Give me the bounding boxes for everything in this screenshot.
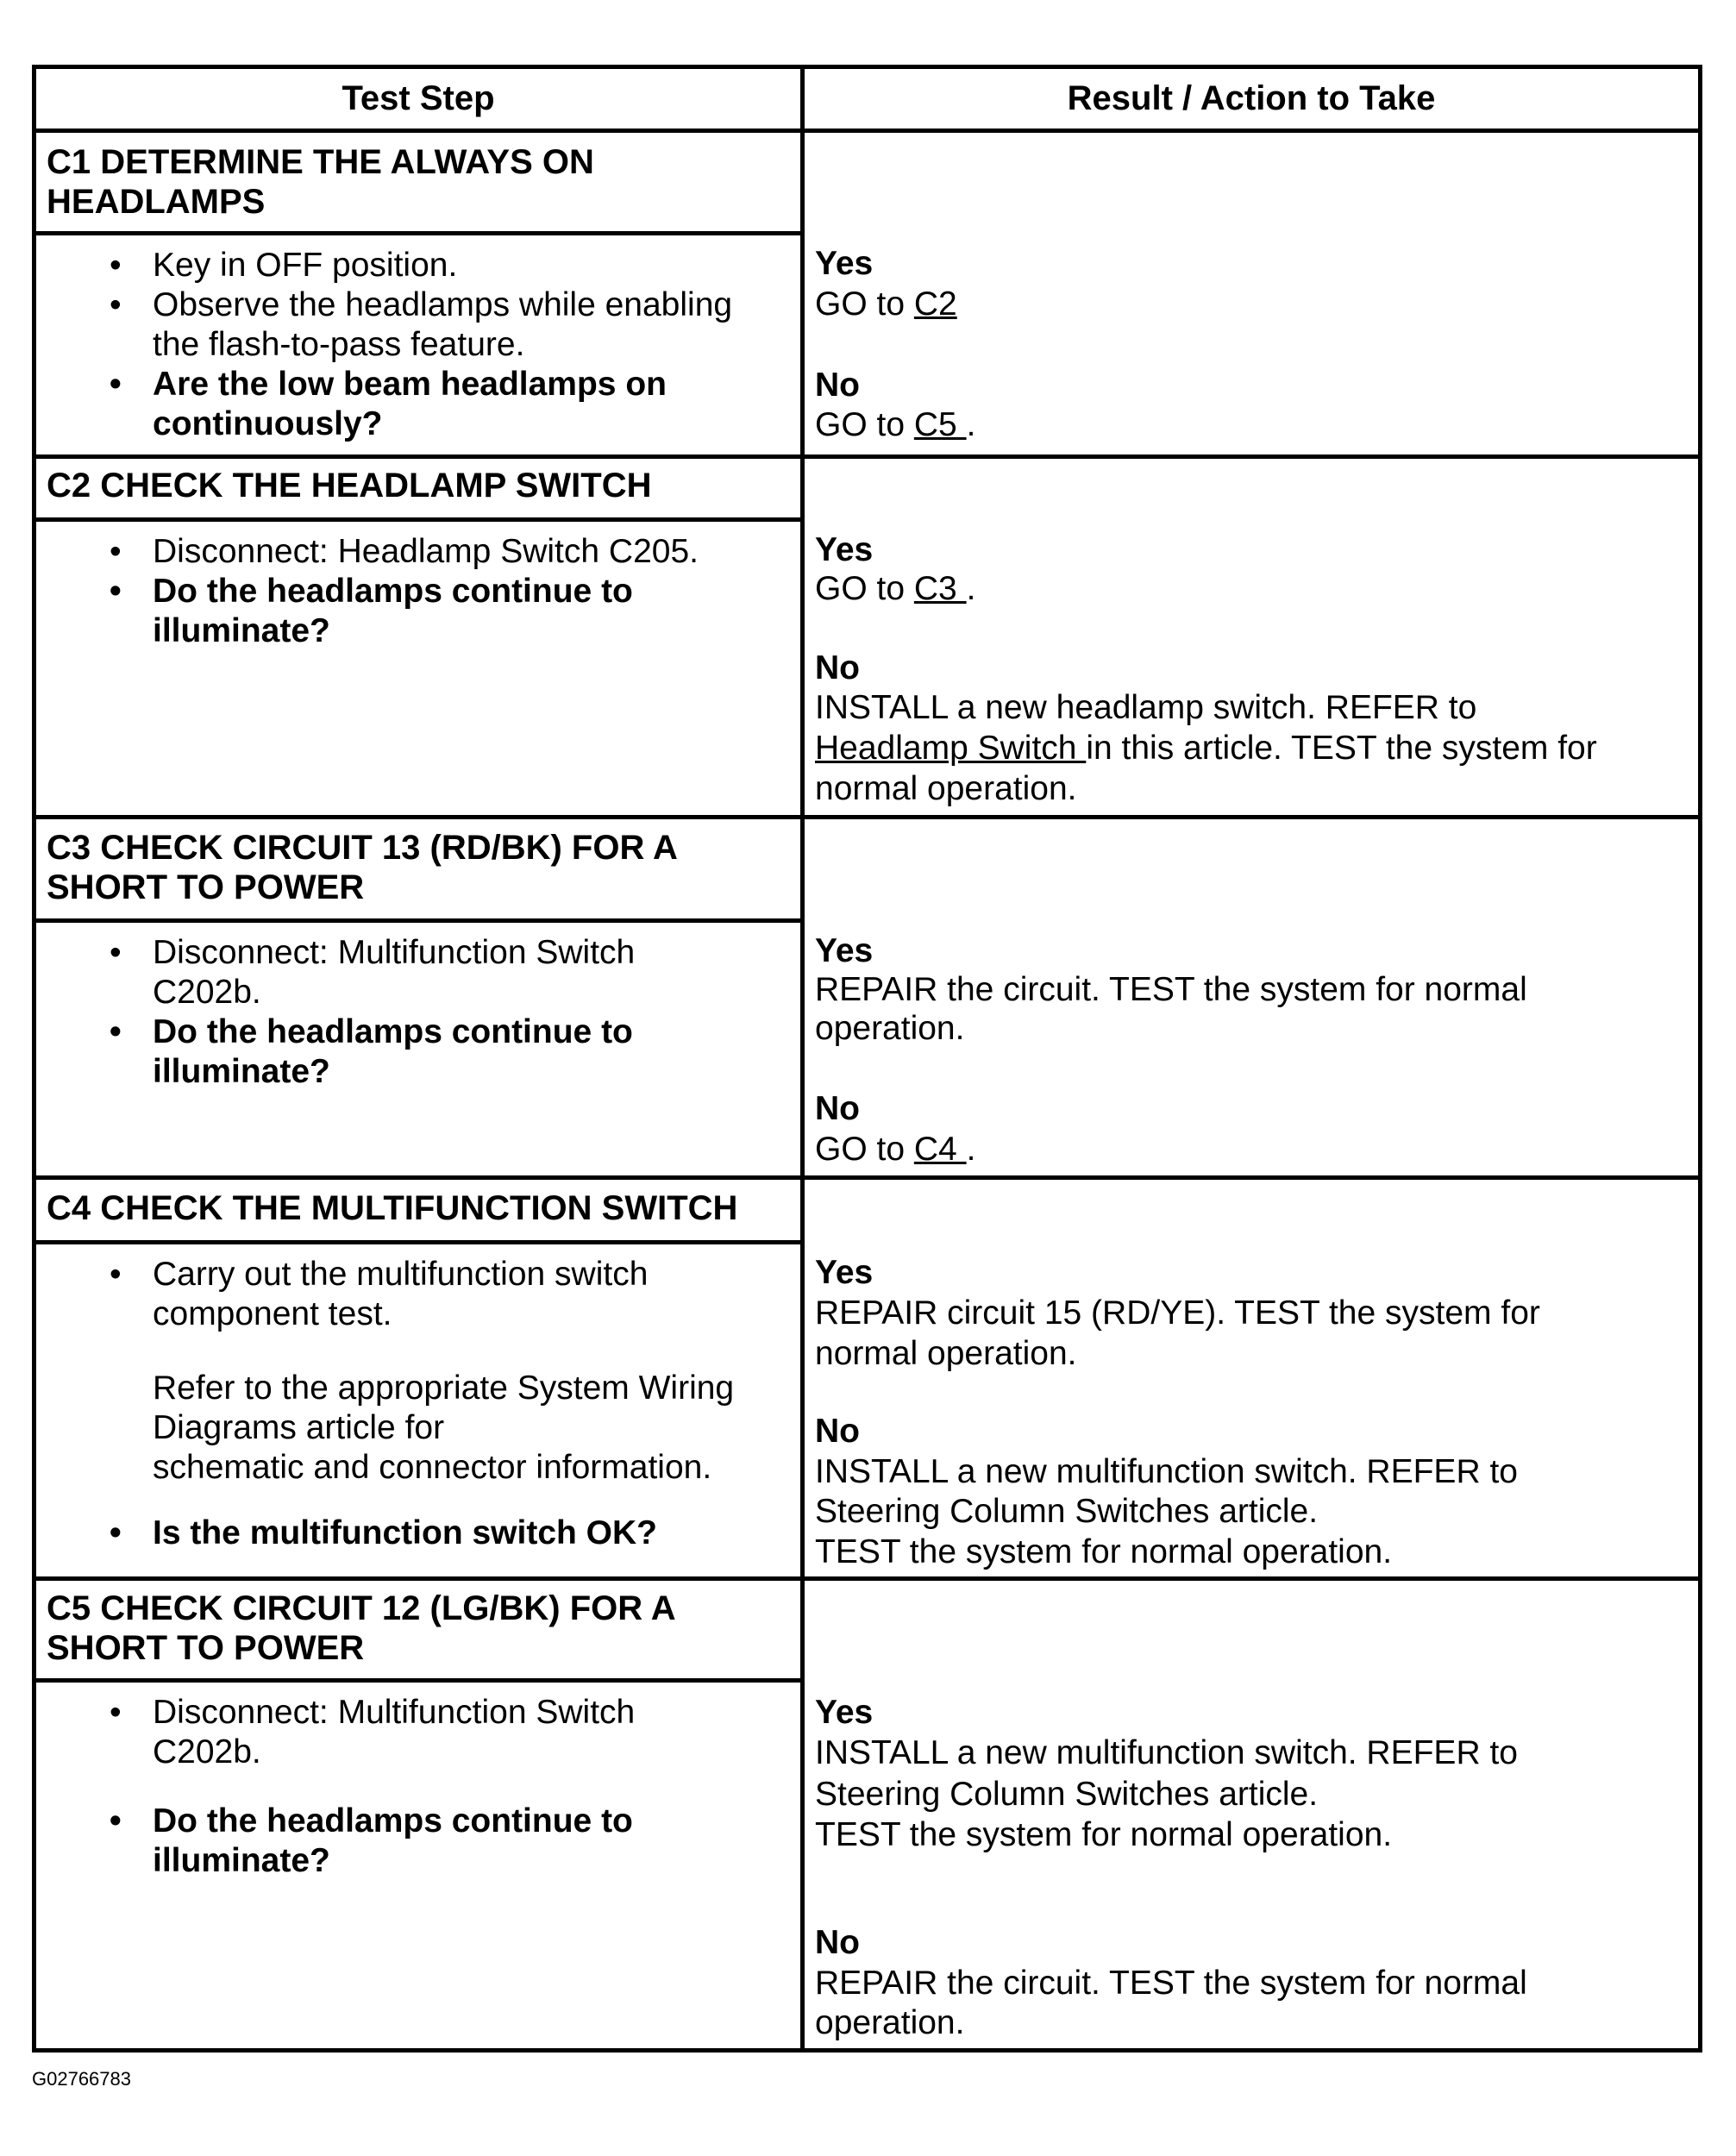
step-c4-bullets xyxy=(110,1255,734,1553)
step-c5-no-action-line-1: REPAIR the circuit. TEST the system for normal xyxy=(815,1965,1527,2002)
step-c3-bullets xyxy=(110,933,635,1092)
list-item: • Disconnect: Multifunction Switch C202b. xyxy=(110,934,636,1011)
step-c5-bullets xyxy=(110,1693,635,1881)
step-c3-no-action: GO to C4 . xyxy=(815,1131,976,1168)
link-c5[interactable]: C5 xyxy=(913,406,967,443)
step-c1-no-action: GO to C5 . xyxy=(815,406,976,443)
link-c4[interactable]: C4 xyxy=(913,1131,967,1168)
step-c4-no-action-line-1: INSTALL a new multifunction switch. REFER to xyxy=(815,1453,1518,1490)
list-item: • Do the headlamps continue to illuminate? xyxy=(110,1013,633,1090)
list-item: • Observe the headlamps while enabling the flash-to-pass feature. xyxy=(110,286,733,363)
list-item: • Carry out the multifunction switch component test. xyxy=(110,1256,649,1332)
step-c3-yes-action-line-2: operation. xyxy=(815,1010,965,1047)
step-c1-title-divider xyxy=(36,231,805,235)
list-item: • Do the headlamps continue to illuminate? xyxy=(110,573,633,649)
step-c5-yes-action-line-1: INSTALL a new multifunction switch. REFER to xyxy=(815,1734,1518,1771)
step-c3-yes-label: Yes xyxy=(815,932,874,969)
step-c1-bullets xyxy=(110,246,732,444)
step-c2-title-divider xyxy=(36,517,805,522)
list-item-note: Refer to the appropriate System Wiring Diagrams article for schematic and connector information. xyxy=(153,1369,735,1486)
step-c3-title-divider xyxy=(36,918,805,923)
step-c3-yes-action-line-1: REPAIR the circuit. TEST the system for normal xyxy=(815,971,1527,1008)
step-c1-yes-label: Yes xyxy=(815,245,874,282)
list-item: • Key in OFF position. xyxy=(110,247,458,284)
step-c2-yes-label: Yes xyxy=(815,531,874,568)
list-item: • Do the headlamps continue to illuminate? xyxy=(110,1802,633,1879)
step-c4-yes-action-line-2: normal operation. xyxy=(815,1335,1077,1372)
step-c2-no-action-line-1: INSTALL a new headlamp switch. REFER to xyxy=(815,689,1477,726)
list-item: • Is the multifunction switch OK? xyxy=(110,1514,657,1551)
step-c2-no-label: No xyxy=(815,649,860,686)
step-c4-no-label: No xyxy=(815,1413,860,1450)
step-c1-no-label: No xyxy=(815,367,860,404)
step-c2-divider xyxy=(36,815,1698,819)
step-c1-divider xyxy=(36,454,1698,459)
diagnostic-table xyxy=(32,65,1702,2053)
step-c5-no-label: No xyxy=(815,1924,860,1961)
step-c3-no-label: No xyxy=(815,1090,860,1127)
step-c5-no-action-line-2: operation. xyxy=(815,2004,965,2041)
list-item: • Disconnect: Headlamp Switch C205. xyxy=(110,533,699,570)
header-divider xyxy=(36,128,1698,133)
header-test-step: Test Step xyxy=(342,79,495,117)
step-c2-bullets xyxy=(110,532,699,651)
step-c1-title: C1 DETERMINE THE ALWAYS ON HEADLAMPS xyxy=(47,143,594,221)
step-c4-title-divider xyxy=(36,1240,805,1244)
step-c5-yes-action-line-2: Steering Column Switches article. xyxy=(815,1776,1319,1813)
link-c3[interactable]: C3 xyxy=(913,570,967,607)
step-c5-yes-action-line-3: TEST the system for normal operation. xyxy=(815,1816,1393,1853)
step-c4-yes-label: Yes xyxy=(815,1254,874,1291)
step-c2-title: C2 CHECK THE HEADLAMP SWITCH xyxy=(47,467,652,505)
step-c2-no-action-line-2: Headlamp Switch in this article. TEST the system for xyxy=(815,730,1597,767)
list-item: • Disconnect: Multifunction Switch C202b. xyxy=(110,1694,636,1771)
step-c2-yes-action: GO to C3 . xyxy=(815,570,976,607)
step-c3-divider xyxy=(36,1175,1698,1180)
step-c5-title-divider xyxy=(36,1678,805,1683)
step-c4-no-action-line-2: Steering Column Switches article. xyxy=(815,1493,1319,1530)
step-c5-yes-label: Yes xyxy=(815,1694,874,1731)
step-c4-title: C4 CHECK THE MULTIFUNCTION SWITCH xyxy=(47,1189,738,1227)
list-item: • Are the low beam headlamps on continuously? xyxy=(110,366,667,442)
header-result-action: Result / Action to Take xyxy=(1067,79,1436,117)
step-c2-no-action-line-3: normal operation. xyxy=(815,770,1077,807)
step-c1-yes-action: GO to C2 xyxy=(815,285,957,323)
link-c2[interactable]: C2 xyxy=(913,285,957,323)
link-headlamp-switch[interactable]: Headlamp Switch xyxy=(815,730,1087,767)
step-c4-divider xyxy=(36,1576,1698,1581)
step-c3-title: C3 CHECK CIRCUIT 13 (RD/BK) FOR A SHORT TO POWER xyxy=(47,829,678,906)
column-divider xyxy=(800,69,805,2048)
step-c5-title: C5 CHECK CIRCUIT 12 (LG/BK) FOR A SHORT TO POWER xyxy=(47,1589,676,1667)
step-c4-no-action-line-3: TEST the system for normal operation. xyxy=(815,1533,1393,1570)
step-c4-yes-action-line-1: REPAIR circuit 15 (RD/YE). TEST the system for xyxy=(815,1294,1540,1332)
figure-id: G02766783 xyxy=(32,2068,131,2090)
